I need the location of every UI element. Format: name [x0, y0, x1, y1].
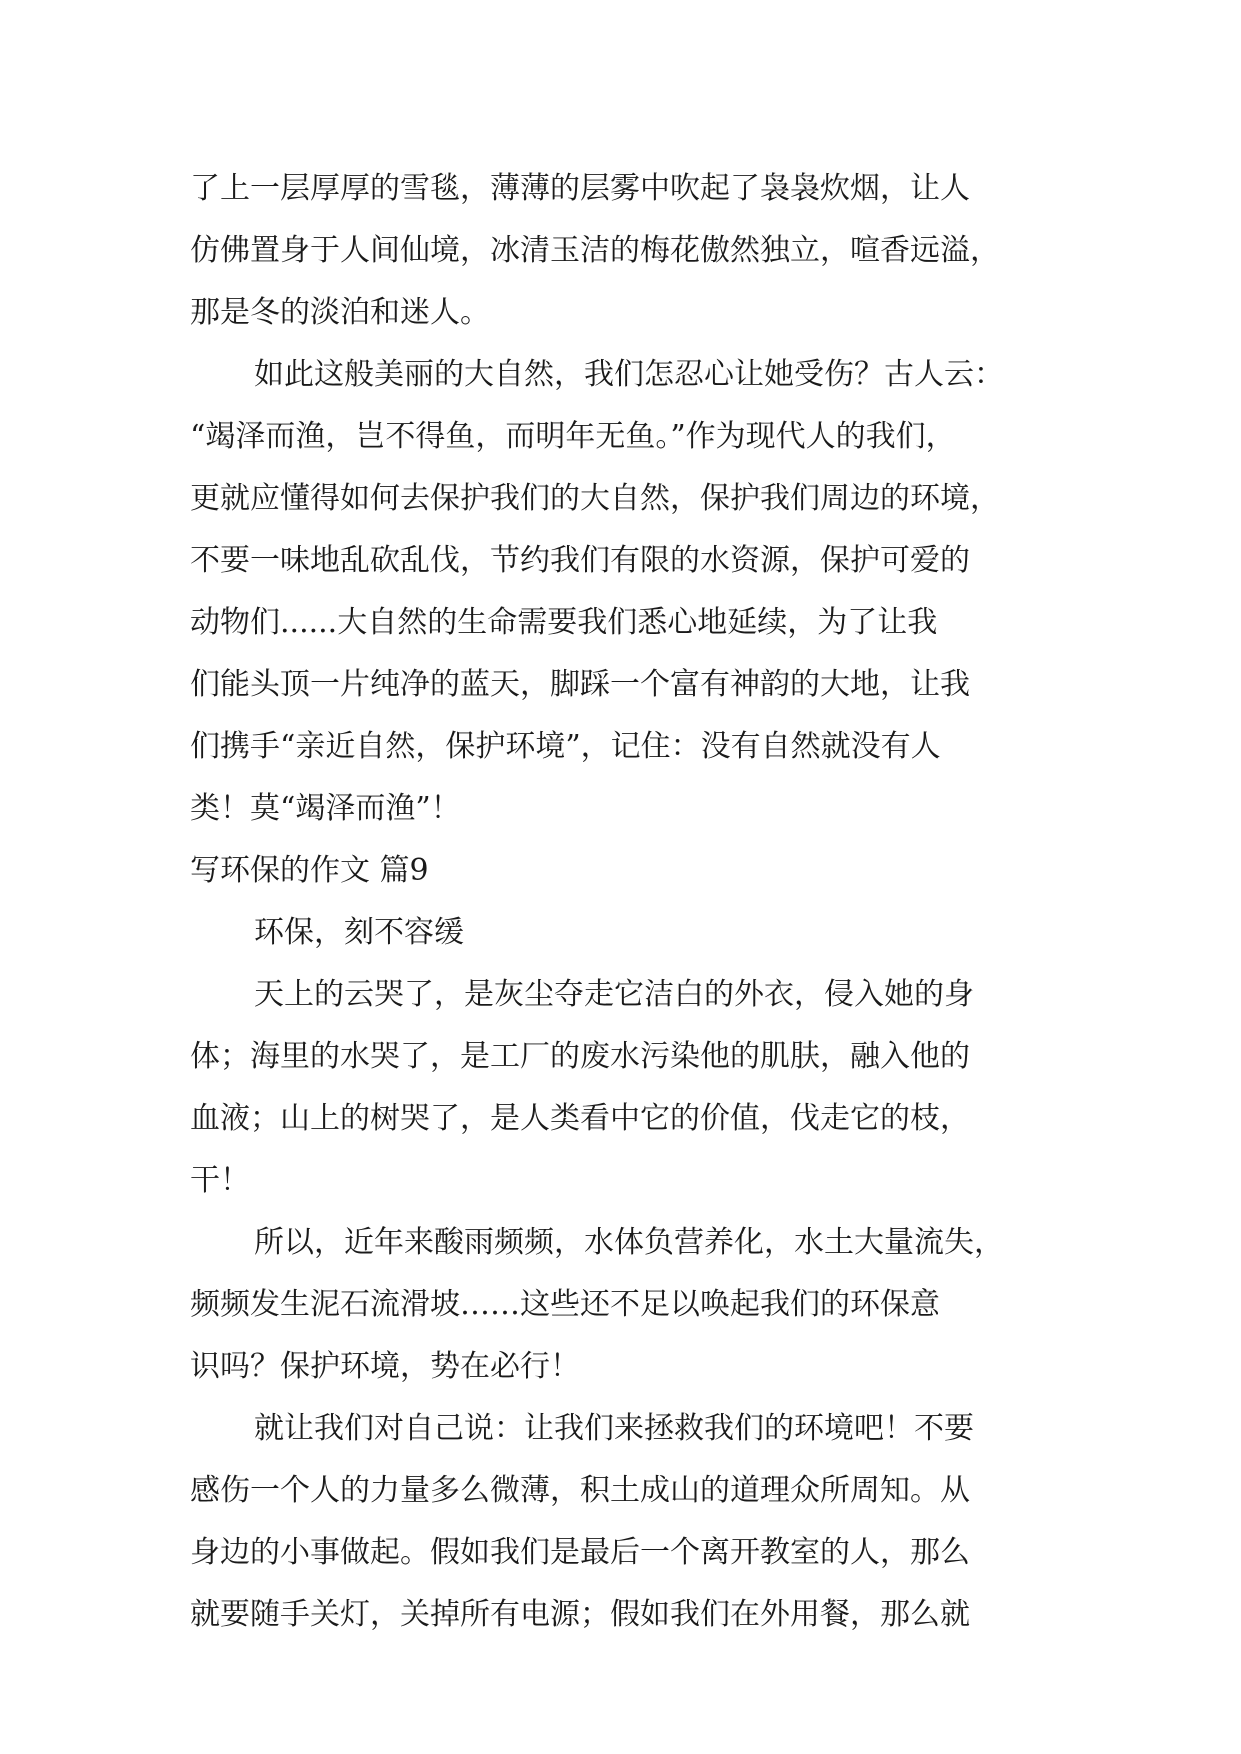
text-line: 就让我们对自己说：让我们来拯救我们的环境吧！不要	[254, 1411, 974, 1446]
text-line: 识吗？保护环境，势在必行！	[190, 1349, 580, 1384]
paragraph-5	[190, 1398, 1060, 1646]
essay-title: 环保，刻不容缓	[254, 915, 464, 950]
text-line: 感伤一个人的力量多么微薄，积土成山的道理众所周知。从	[190, 1473, 970, 1508]
text-line: 们能头顶一片纯净的蓝天，脚踩一个富有神韵的大地，让我	[190, 667, 970, 702]
text-line: 动物们......大自然的生命需要我们悉心地延续，为了让我	[190, 605, 938, 640]
text-line: 体；海里的水哭了，是工厂的废水污染他的肌肤，融入他的	[190, 1039, 970, 1074]
paragraph-4	[190, 1212, 1060, 1398]
text-line: 不要一味地乱砍乱伐，节约我们有限的水资源，保护可爱的	[190, 543, 970, 578]
document-body	[190, 158, 1060, 1646]
text-line: 仿佛置身于人间仙境，冰清玉洁的梅花傲然独立，喧香远溢，	[190, 233, 1000, 268]
text-line: 干！	[190, 1163, 250, 1198]
section-heading: 写环保的作文 篇9	[190, 853, 429, 888]
text-line: 如此这般美丽的大自然，我们怎忍心让她受伤？古人云：	[254, 357, 1004, 392]
text-line: 频频发生泥石流滑坡……这些还不足以唤起我们的环保意	[190, 1287, 940, 1322]
text-line: 天上的云哭了，是灰尘夺走它洁白的外衣，侵入她的身	[254, 977, 974, 1012]
text-line: 血液；山上的树哭了，是人类看中它的价值，伐走它的枝，	[190, 1101, 970, 1136]
paragraph-3	[190, 964, 1060, 1212]
paragraph-2	[190, 344, 1060, 840]
text-line: 身边的小事做起。假如我们是最后一个离开教室的人，那么	[190, 1535, 970, 1570]
paragraph-1	[190, 158, 1060, 344]
text-line: 了上一层厚厚的雪毯，薄薄的层雾中吹起了袅袅炊烟，让人	[190, 171, 970, 206]
text-line: 所以，近年来酸雨频频，水体负营养化，水土大量流失，	[254, 1225, 1004, 1260]
text-line: “竭泽而渔，岂不得鱼，而明年无鱼。”作为现代人的我们，	[190, 419, 956, 454]
text-line: 们携手“亲近自然，保护环境”，记住：没有自然就没有人	[190, 729, 941, 764]
text-line: 就要随手关灯，关掉所有电源；假如我们在外用餐，那么就	[190, 1597, 970, 1632]
text-line: 类！莫“竭泽而渔”！	[190, 791, 461, 826]
text-line: 更就应懂得如何去保护我们的大自然，保护我们周边的环境，	[190, 481, 1000, 516]
text-line: 那是冬的淡泊和迷人。	[190, 295, 490, 330]
